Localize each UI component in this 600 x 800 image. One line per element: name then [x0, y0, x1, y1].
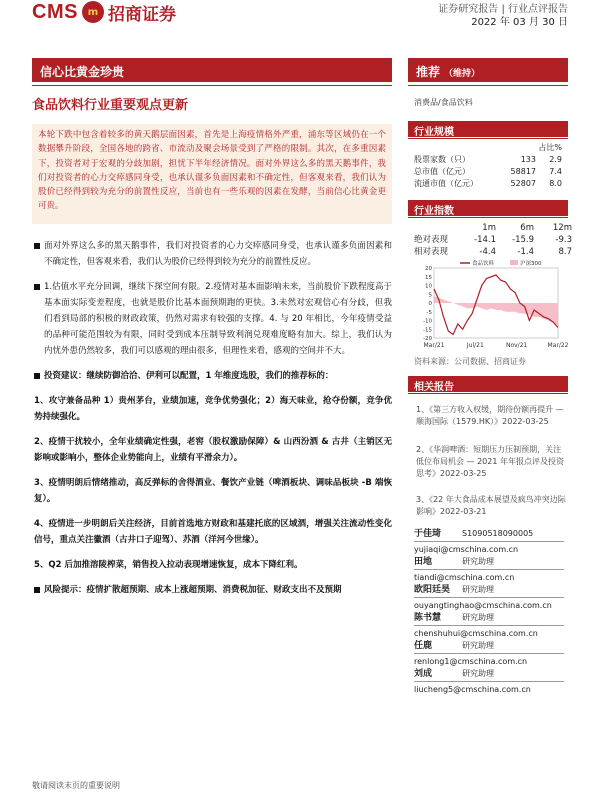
col-header: 6m	[520, 223, 534, 233]
analyst-name: 田地	[414, 557, 433, 567]
analyst-email[interactable]: liucheng5@cmschina.com.cn	[414, 685, 531, 694]
recommendation-item: 5、Q2 后加推溶陵榨菜，销售投入拉动表现增速恢复，成本下降红利。	[34, 560, 303, 570]
col-header: 1m	[482, 223, 496, 233]
logo-mark-icon: m	[82, 1, 104, 23]
rating-label: 推荐	[416, 65, 441, 79]
report-date: 2022 年 03 月 30 日	[471, 17, 568, 28]
row-value: -9.3	[555, 235, 572, 245]
divider	[414, 597, 564, 598]
analyst-role: 研究助理	[462, 557, 494, 566]
divider	[408, 217, 568, 218]
legend-label: 食品饮料	[472, 261, 495, 267]
table-row	[414, 246, 574, 258]
analyst-email[interactable]: ouyangtinghao@cmschina.com.cn	[414, 601, 552, 610]
table-row	[414, 154, 574, 166]
analyst-email[interactable]: chenshuhui@cmschina.com.cn	[414, 629, 538, 638]
legend-label: 沪深300	[520, 261, 542, 267]
legend-swatch	[510, 260, 518, 265]
divider	[414, 681, 564, 682]
theme-banner: 信心比黄金珍贵	[32, 58, 392, 82]
index-heading: 行业指数	[408, 200, 568, 216]
row-label: 股票家数（只）	[414, 155, 470, 164]
y-tick-label: -20	[423, 336, 432, 342]
table-row	[414, 166, 574, 178]
report-type: 证券研究报告 | 行业点评报告	[438, 4, 568, 15]
y-tick-label: 15	[425, 274, 432, 281]
bullet-text: 投资建议：继续防御洽洽、伊利可以配置，1 年维度选股，我们的推荐标的：	[44, 371, 334, 381]
row-pct: 7.4	[549, 167, 562, 176]
rating-note: （维持）	[444, 69, 481, 79]
row-pct: 2.9	[549, 155, 562, 164]
x-tick-label: Mar/21	[423, 342, 445, 349]
divider	[408, 138, 568, 139]
row-label: 相对表现	[414, 247, 449, 257]
bullet-text: 面对外界这么多的黑天鹅事件，我们对投资者的心力交瘁感同身受，也承认谨多负面因素和不确定性，但客观来看，我们认为股价已经得到较为充分的前置性反应。	[44, 241, 392, 267]
y-tick-label: 0	[428, 301, 432, 307]
bullet-square-icon	[34, 243, 40, 249]
row-pct: 8.0	[549, 179, 562, 188]
col-header: 12m	[552, 223, 572, 233]
divider	[32, 85, 392, 86]
y-tick-label: 5	[428, 292, 432, 299]
industry-category: 消费品/食品饮料	[414, 98, 473, 107]
logo-en: CMS	[32, 0, 78, 23]
analyst-entry	[414, 528, 574, 556]
industry-scale-table	[414, 142, 574, 190]
recommendation-item: 1、攻守兼备品种 1）贵州茅台，业绩加速，竞争优势强化；2）海天味业，抢夺份额，竞争优势持续强化。	[34, 396, 392, 422]
page-header	[0, 0, 600, 30]
recommendation-item: 2、疫情干扰较小，全年业绩确定性强，老窖（股权激励保障）& 山西汾酒 & 古井（主销区无影响或影响小，整体企业势能向上，业绩有平滑余力）。	[34, 437, 392, 463]
analyst-name: 陈书慧	[414, 613, 442, 623]
divider	[408, 85, 568, 86]
index-performance-chart	[408, 258, 570, 353]
analyst-role: 研究助理	[462, 585, 494, 594]
table-row	[414, 178, 574, 190]
rating-banner	[408, 58, 568, 82]
scale-heading: 行业规模	[408, 121, 568, 137]
footer-note: 敬请阅读末页的重要说明	[32, 781, 120, 790]
abstract-box: 本轮下跌中包含着较多的黄天鹅层面因素，首先是上海疫情格外严重，浦东等区域仍在一个数据攀升阶段，全国各地的跨省、市流动及聚会场景受到了严格的限制。其次，在多重因素下，投资者对于宏观的分歧加剧，担忧下半年经济情况。面对外界这么多的黑天鹅事件，我们对投资者的心力交瘁感同身受，也承认谨多负面因素和不确定性，但客观来看，我们认为股价已经得到较为充分的前置性反应，当前也有一些乐观的因素在发酵，当前信心比黄金更可贵。	[32, 124, 392, 224]
reports-heading: 相关报告	[408, 376, 568, 392]
analyst-email[interactable]: tiandi@cmschina.com.cn	[414, 573, 515, 582]
pct-header: 占比%	[538, 143, 562, 152]
bullet-item	[34, 279, 392, 359]
row-label: 绝对表现	[414, 235, 449, 245]
divider	[414, 625, 564, 626]
recommendation-item: 3、疫情明朗后情绪推动，高反弹标的舍得酒业、餐饮产业链（啤酒板块、调味品板块 -B 端恢复）。	[34, 478, 392, 504]
recommendation-item: 4、疫情进一步明朗后关注经济，目前首选地方财政和基建托底的区域酒，增强关注流动性变化信号，重点关注徽酒（古井口子迎驾）、苏酒（洋河今世缘）。	[34, 519, 392, 545]
table-header-row	[414, 142, 574, 154]
row-value: 52807	[510, 179, 536, 188]
page-title: 食品饮料行业重要观点更新	[32, 98, 189, 113]
logo-cn: 招商证券	[107, 4, 176, 25]
analyst-entry	[414, 640, 574, 668]
related-report-item[interactable]: 2、《华润啤酒：短期压力压制预期，关注低位布局机会 — 2021 年年报点评及投资思考》2022-03-25	[416, 445, 564, 478]
row-value: 58817	[510, 167, 536, 176]
divider	[408, 393, 568, 394]
analyst-name: 于佳琦	[414, 529, 442, 539]
analyst-name: 欧阳廷昊	[414, 585, 451, 595]
analyst-email[interactable]: renlong1@cmschina.com.cn	[414, 657, 528, 666]
bullet-square-icon	[34, 373, 40, 379]
y-tick-label: -5	[426, 309, 432, 316]
row-label: 流通市值（亿元）	[414, 179, 478, 188]
y-tick-label: 10	[425, 283, 432, 290]
bullet-text: 1.估值水平充分回调，继续下探空间有限。2.疫情对基本面影响未来，当前股价下跌程度高于基本面实际变差程度，也就是股价比基本面预期跑的更快。3.未然对宏观信心有分歧，但我们看到局部的积极的财政政策，仍然对需求有较强的支撑。4. 与 20 年相比，今年疫情受益的品种可能范围较为有限，同时受到成本压制导致利润兑现难度略有加大。综上，我们认为内忧外患仍然较多，我们可以感观的理由很多，但理性来看，感观的空间并不大。	[44, 282, 392, 356]
row-value: 133	[520, 155, 536, 164]
bullet-item	[34, 238, 392, 270]
analyst-role: 研究助理	[462, 669, 494, 678]
x-tick-label: Jul/21	[466, 342, 484, 349]
risk-text: 风险提示：疫情扩散超预期、成本上涨超预期、消费税加征、财政支出不及预期	[44, 585, 342, 595]
analyst-entry	[414, 668, 574, 696]
cms-logo	[32, 0, 176, 24]
x-tick-label: Mar/22	[547, 342, 569, 349]
bullet-square-icon	[34, 284, 40, 290]
analyst-entry	[414, 612, 574, 640]
y-tick-label: -15	[423, 327, 432, 334]
y-tick-label: 20	[425, 266, 432, 272]
bullet-item	[34, 368, 392, 384]
analyst-role: 研究助理	[462, 613, 494, 622]
chart-source: 资料来源：公司数据、招商证券	[414, 357, 526, 366]
related-report-item[interactable]: 1、《第三方收入权缓，期待份额再提升 — 顺海国际（1579.HK）》2022-03-25	[416, 405, 564, 426]
x-tick-label: Nov/21	[505, 342, 528, 349]
divider	[414, 569, 564, 570]
analyst-name: 刘成	[414, 669, 433, 679]
table-row	[414, 234, 574, 246]
analyst-list	[414, 528, 574, 696]
divider	[414, 541, 564, 542]
related-report-item[interactable]: 3、《22 年大食品成本展望及疯鸟冲突边际影响》2022-03-21	[416, 495, 566, 516]
row-value: -15.9	[512, 235, 534, 245]
analyst-name: 任鹿	[414, 641, 433, 651]
row-value: -14.1	[474, 235, 496, 245]
row-value: -1.4	[517, 247, 534, 257]
series-area-hs300	[434, 296, 558, 326]
row-label: 总市值（亿元）	[414, 167, 470, 176]
analyst-entry	[414, 556, 574, 584]
table-header-row	[414, 222, 574, 234]
main-body	[34, 238, 392, 607]
row-value: -4.4	[479, 247, 496, 257]
analyst-role: 研究助理	[462, 641, 494, 650]
y-tick-label: -10	[423, 318, 432, 325]
analyst-role: S1090518090005	[462, 529, 534, 538]
analyst-entry	[414, 584, 574, 612]
divider	[414, 653, 564, 654]
bullet-square-icon	[34, 587, 40, 593]
industry-index-table	[414, 222, 574, 258]
risk-item	[34, 582, 392, 598]
analyst-email[interactable]: yujiaqi@cmschina.com.cn	[414, 545, 519, 554]
row-value: 8.7	[558, 247, 572, 257]
